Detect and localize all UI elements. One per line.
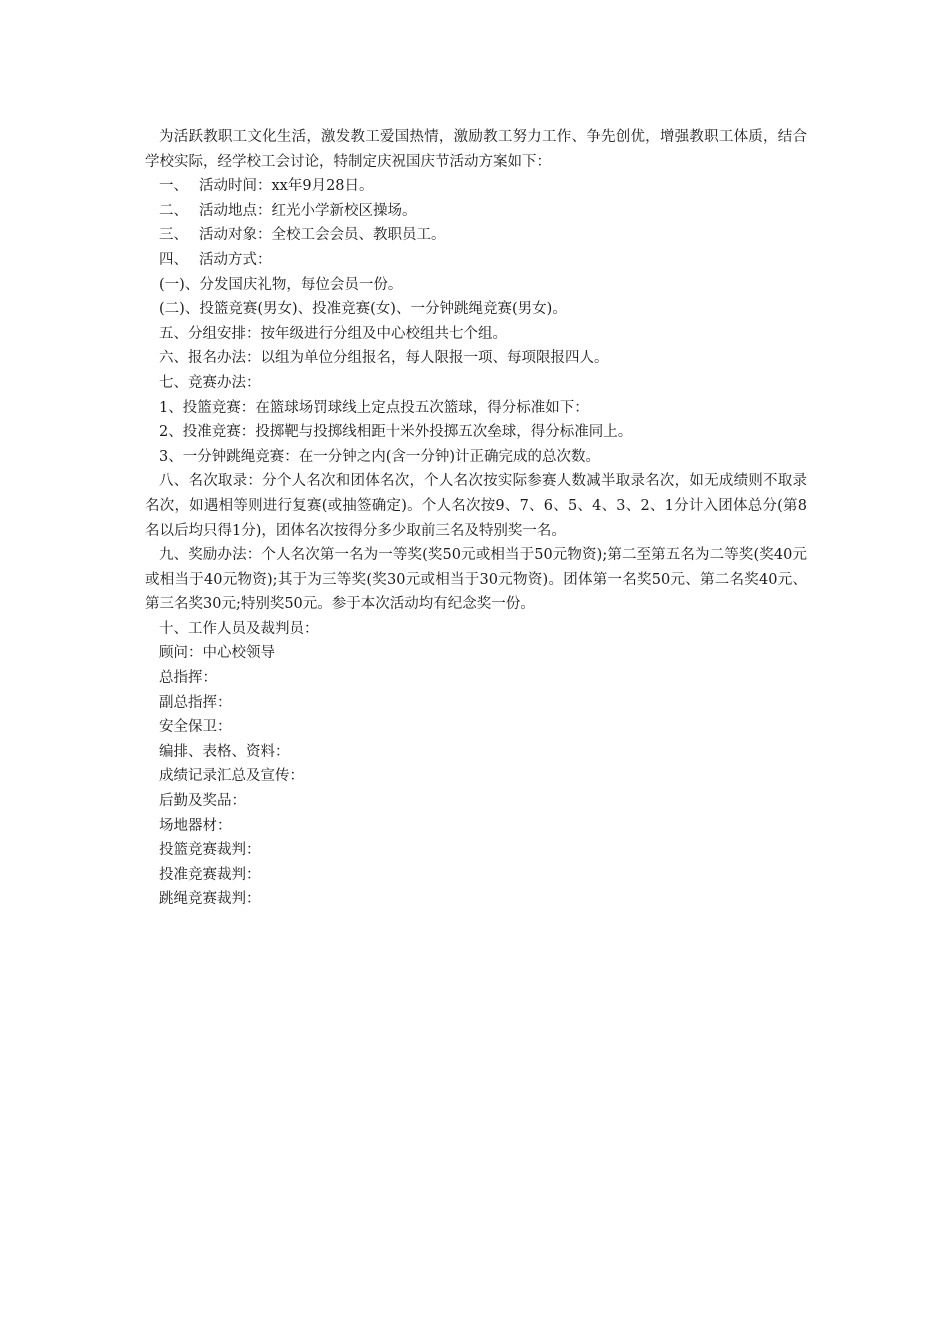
sub-item-gifts: (一)、分发国庆礼物，每位会员一份。 xyxy=(159,276,403,293)
item-grouping: 五、分组安排：按年级进行分组及中心校组共七个组。 xyxy=(159,325,507,342)
item-number: 四、 xyxy=(159,251,188,268)
item-text: 活动时间：xx年9月28日。 xyxy=(199,178,374,195)
document-body xyxy=(145,125,807,912)
sub-item-competitions: (二)、投篮竞赛(男女)、投准竞赛(女)、一分钟跳绳竞赛(男女)。 xyxy=(159,301,567,318)
item-number: 一、 xyxy=(159,178,188,195)
staff-line: 编排、表格、资料： xyxy=(159,743,290,760)
staff-line: 成绩记录汇总及宣传： xyxy=(159,768,304,785)
item-activity-format xyxy=(145,248,807,273)
rule-rope-skipping: 3、一分钟跳绳竞赛：在一分钟之内(含一分钟)计正确完成的总次数。 xyxy=(159,448,601,465)
staff-line: 跳绳竞赛裁判： xyxy=(159,891,261,908)
item-text: 活动对象：全校工会会员、教职员工。 xyxy=(199,227,446,244)
rule-basketball: 1、投篮竞赛：在篮球场罚球线上定点投五次篮球，得分标准如下： xyxy=(159,399,589,416)
item-competition-rules: 七、竞赛办法： xyxy=(159,374,261,391)
item-number: 二、 xyxy=(159,202,188,219)
item-activity-time xyxy=(145,174,807,199)
item-text: 活动方式： xyxy=(199,251,272,268)
staff-line: 场地器材： xyxy=(159,817,232,834)
staff-line: 投篮竞赛裁判： xyxy=(159,842,261,859)
item-rewards: 九、奖励办法：个人名次第一名为一等奖(奖50元或相当于50元物资);第二至第五名为二等奖(奖40元或相当于40元物资);其于为三等奖(奖30元或相当于30元物资)。团体第一名奖50元、第二名奖40元、第三名奖30元;特别奖50元。参于本次活动均有纪念奖一份。 xyxy=(145,547,807,613)
intro-paragraph: 为活跃教职工文化生活，激发教工爱国热情，激励教工努力工作、争先创优，增强教职工体质，结合学校实际，经学校工会讨论，特制定庆祝国庆节活动方案如下： xyxy=(145,129,807,170)
item-registration: 六、报名办法：以组为单位分组报名，每人限报一项、每项限报四人。 xyxy=(159,350,609,367)
staff-line: 副总指挥： xyxy=(159,694,232,711)
item-number: 三、 xyxy=(159,227,188,244)
staff-line: 安全保卫： xyxy=(159,719,232,736)
staff-line: 顾问：中心校领导 xyxy=(159,645,275,662)
item-ranking: 八、名次取录：分个人名次和团体名次，个人名次按实际参赛人数减半取录名次，如无成绩则不取录名次，如遇相等则进行复赛(或抽签确定)。个人名次按9、7、6、5、4、3、2、1分计入团体总分(第8名以后均只得1分)，团体名次按得分多少取前三名及特别奖一名。 xyxy=(145,473,807,539)
item-staff-header: 十、工作人员及裁判员： xyxy=(159,620,319,637)
staff-line: 总指挥： xyxy=(159,670,217,687)
item-activity-location xyxy=(145,199,807,224)
item-text: 活动地点：红光小学新校区操场。 xyxy=(199,202,417,219)
rule-throwing: 2、投准竞赛：投掷靶与投掷线相距十米外投掷五次垒球，得分标准同上。 xyxy=(159,424,633,441)
staff-line: 投准竞赛裁判： xyxy=(159,866,261,883)
item-activity-participants xyxy=(145,223,807,248)
staff-line: 后勤及奖品： xyxy=(159,793,246,810)
